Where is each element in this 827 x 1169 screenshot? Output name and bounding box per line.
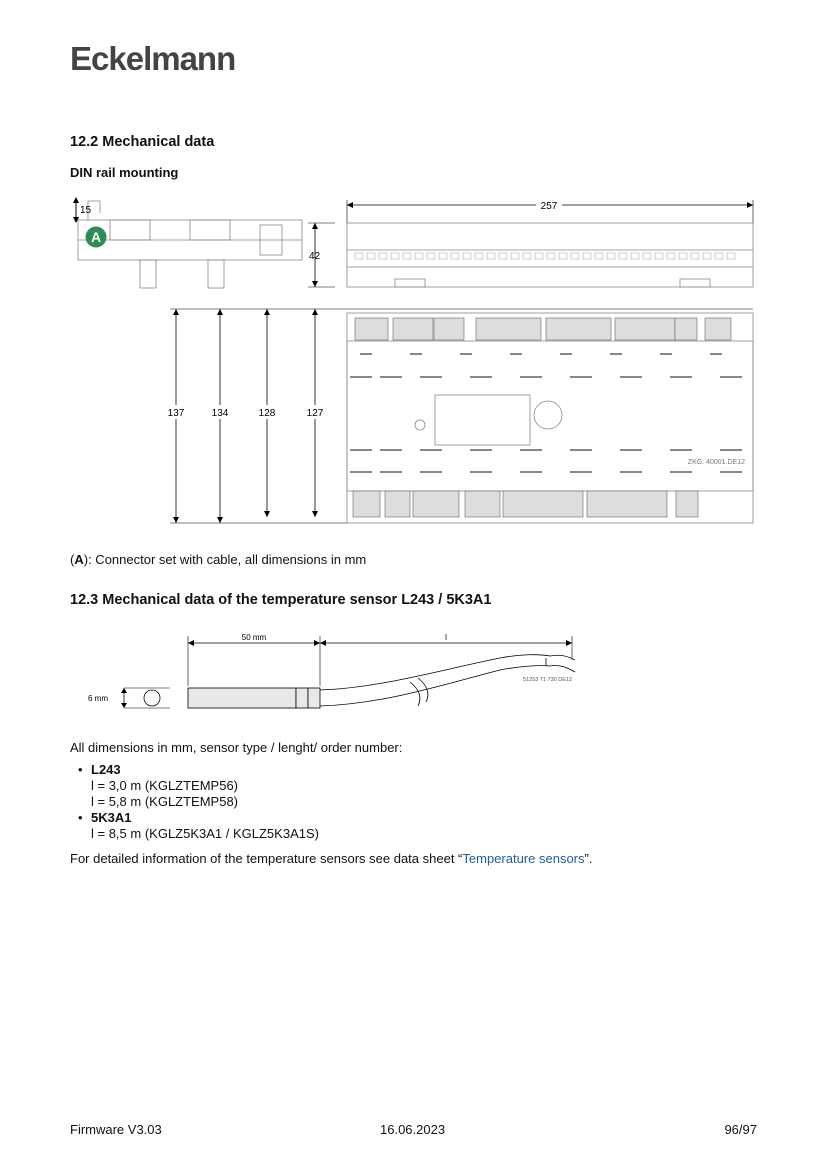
dim-50mm-label: 50 mm (241, 633, 267, 642)
dim-134-label: 134 (211, 408, 229, 419)
sensor-length-line: l = 3,0 m (KGLZTEMP56) (91, 778, 239, 793)
dim-127-label: 127 (306, 408, 324, 419)
dim-15-label: 15 (80, 205, 92, 216)
controller-side-view (78, 201, 302, 288)
sensor-type-list (70, 762, 319, 842)
sensor-type-l243: L243 (91, 762, 121, 777)
note-text-after: ”. (584, 851, 593, 866)
sensor-length-line: l = 5,8 m (KGLZTEMP58) (91, 794, 239, 809)
controller-dimension-drawing (70, 195, 760, 535)
note-text-before: For detailed information of the temperature sensors see data sheet “ (70, 851, 463, 866)
caption-bold-a: A (74, 552, 84, 567)
temperature-sensors-link[interactable]: Temperature sensors (462, 851, 585, 866)
dim-42-label: 42 (309, 251, 321, 262)
sensor-length-line: l = 8,5 m (KGLZ5K3A1 / KGLZ5K3A1S) (91, 826, 319, 841)
sensor-intro: All dimensions in mm, sensor type / lenght/ order number: (70, 740, 403, 755)
heading-temperature-sensor: 12.3 Mechanical data of the temperature sensor L243 / 5K3A1 (70, 592, 492, 608)
eckelmann-logo: Eckelmann (70, 40, 236, 77)
footer-date: 16.06.2023 (380, 1122, 446, 1137)
heading-mechanical-data: 12.2 Mechanical data (70, 134, 215, 150)
subheading-din-rail: DIN rail mounting (70, 165, 179, 180)
footer-page-number: 96/97 (724, 1122, 757, 1137)
sensor-probe (188, 688, 320, 708)
controller-top-view (347, 223, 753, 287)
list-item (70, 762, 319, 810)
sensor-dimension-drawing (80, 630, 580, 720)
sensor-part-number: 51253 71 730 DE12 (523, 677, 572, 683)
dim-257-label: 257 (540, 201, 558, 212)
sensor-note (70, 851, 592, 866)
sensor-type-5k3a1: 5K3A1 (91, 810, 132, 825)
footer-firmware: Firmware V3.03 (70, 1122, 162, 1137)
drawing-caption: (A): Connector set with cable, all dimensions in mm (70, 552, 367, 567)
controller-part-number: ZKG: 40001.DE12 (687, 459, 745, 466)
caption-text: : Connector set with cable, all dimensions in mm (88, 552, 367, 567)
dim-128-label: 128 (258, 408, 276, 419)
callout-a-badge (86, 227, 106, 247)
dim-137-label: 137 (167, 408, 185, 419)
dim-l-label: l (445, 633, 447, 642)
callout-a-text: A (90, 229, 102, 245)
list-item (70, 810, 319, 842)
dim-6mm-label: 6 mm (88, 694, 108, 703)
